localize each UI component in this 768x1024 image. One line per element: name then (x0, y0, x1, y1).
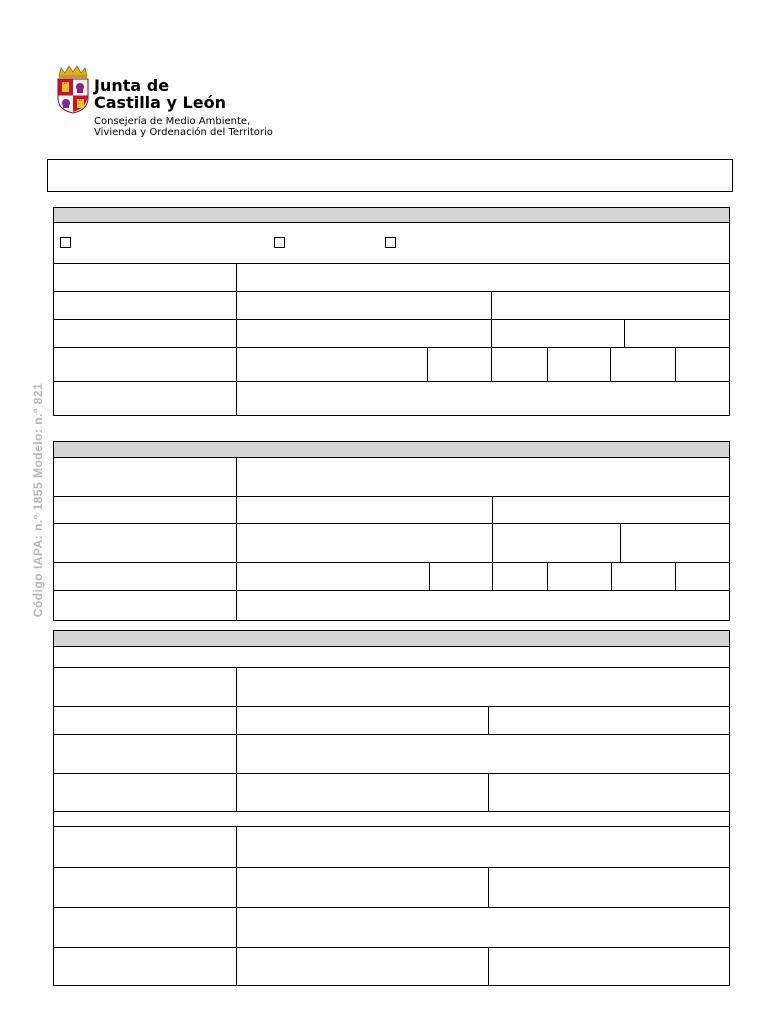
section-3-label-divider (236, 826, 237, 985)
section-1-row-divider (54, 319, 729, 320)
section-1-header (54, 208, 729, 223)
checkbox-option-2[interactable] (274, 237, 285, 248)
section-2-row-divider (54, 523, 729, 524)
section-2-row-divider (54, 496, 729, 497)
section-3-label-divider (236, 667, 237, 811)
checkbox-option-3[interactable] (385, 237, 396, 248)
section-2-field-divider (620, 523, 621, 562)
logo-subtitle-line1: Consejería de Medio Ambiente, (94, 116, 251, 127)
section-1-row-divider (54, 347, 729, 348)
section-3-row-divider (54, 947, 729, 948)
section-1-field-divider (675, 347, 676, 381)
section-1 (53, 207, 730, 416)
section-1-field-divider (610, 347, 611, 381)
section-3-row-divider (54, 867, 729, 868)
section-2-field-divider (675, 562, 676, 590)
section-1-row-divider (54, 381, 729, 382)
section-3 (53, 630, 730, 986)
section-1-field-divider (491, 291, 492, 347)
coat-of-arms-icon (56, 64, 90, 114)
logo-title-line2: Castilla y León (94, 93, 226, 112)
logo-subtitle-line2: Vivienda y Ordenación del Territorio (94, 127, 273, 138)
section-3-field-divider (488, 867, 489, 907)
section-3-field-divider (488, 706, 489, 734)
logo-title-line1: Junta de (94, 76, 170, 95)
section-1-row-divider (54, 291, 729, 292)
checkbox-option-1[interactable] (60, 237, 71, 248)
section-3-row-divider (54, 907, 729, 908)
section-2-label-divider (236, 458, 237, 620)
section-3-field-divider (488, 773, 489, 811)
section-2-row-divider (54, 562, 729, 563)
section-2-row-divider (54, 590, 729, 591)
section-1-field-divider (427, 347, 428, 381)
section-3-row-divider (54, 773, 729, 774)
section-1-field-divider (624, 319, 625, 347)
junta-logo (56, 64, 286, 144)
section-2-field-divider (547, 562, 548, 590)
section-3-row-divider (54, 826, 729, 827)
section-2-field-divider (429, 562, 430, 590)
section-1-field-divider (491, 347, 492, 381)
section-3-row-divider (54, 706, 729, 707)
section-3-row-divider (54, 734, 729, 735)
section-2-field-divider (492, 496, 493, 562)
section-3-row-divider (54, 811, 729, 812)
section-1-row-divider (54, 263, 729, 264)
section-1-label-divider (236, 263, 237, 415)
section-1-field-divider (547, 347, 548, 381)
section-2-header (54, 442, 729, 458)
section-2-field-divider (492, 562, 493, 590)
side-form-code-text: Código IAPA: n.º 1855 Modelo: n.º 821 (31, 382, 45, 618)
form-title-box[interactable] (47, 159, 733, 192)
section-3-header (54, 631, 729, 647)
section-2-field-divider (611, 562, 612, 590)
section-3-row-divider (54, 667, 729, 668)
section-3-field-divider (488, 947, 489, 985)
section-2 (53, 441, 730, 621)
